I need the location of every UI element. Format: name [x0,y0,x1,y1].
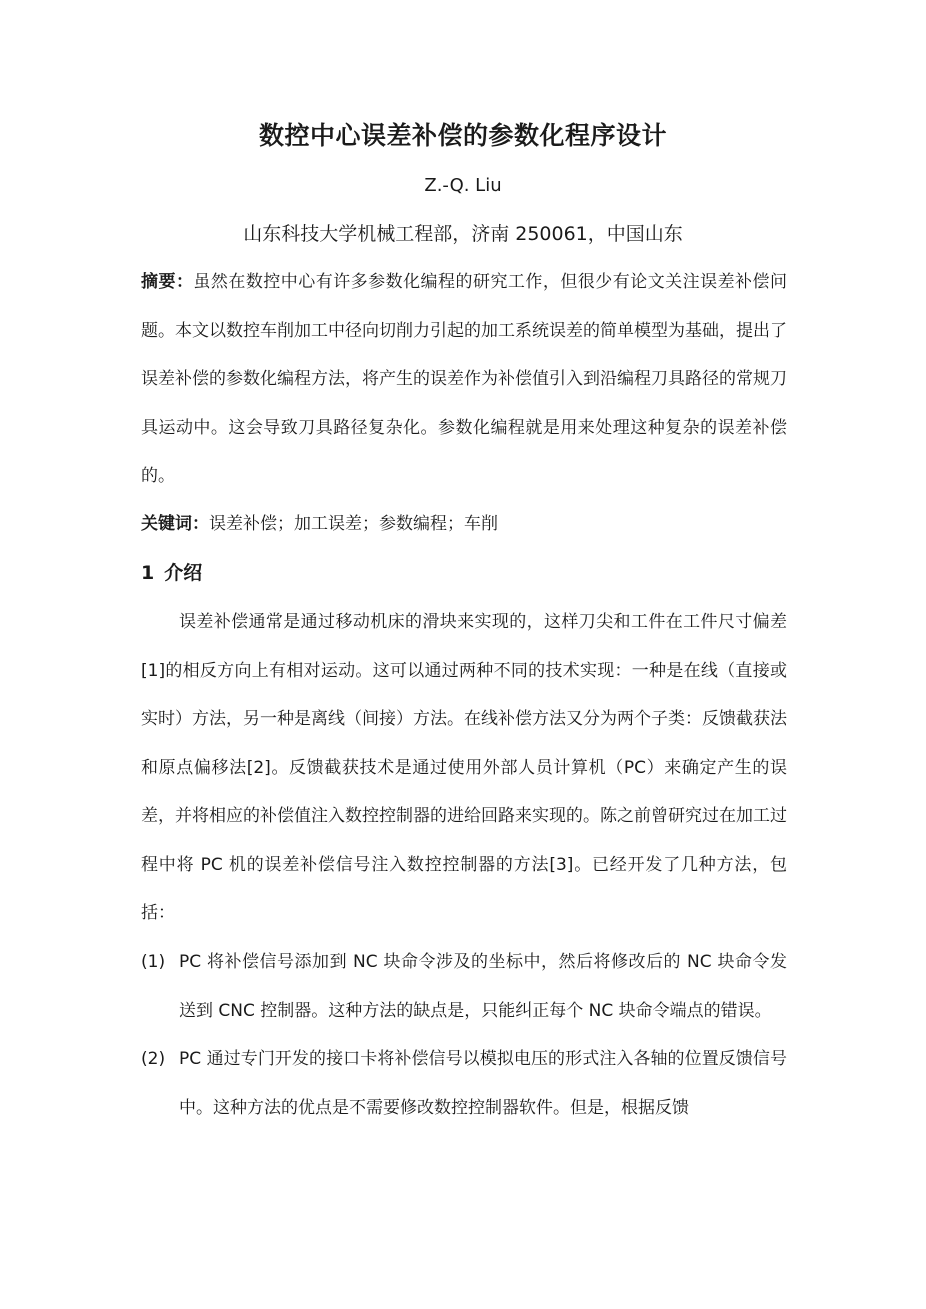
method-list [141,938,787,1132]
list-item-text: PC 将补偿信号添加到 NC 块命令涉及的坐标中，然后将修改后的 NC 块命令发送到 CNC 控制器。这种方法的缺点是，只能纠正每个 NC 块命令端点的错误。 [179,952,787,1021]
section-heading [141,555,202,591]
list-item-text: PC 通过专门开发的接口卡将补偿信号以模拟电压的形式注入各轴的位置反馈信号中。这种方法的优点是不需要修改数控控制器软件。但是，根据反馈 [179,1049,787,1118]
list-item-marker: (2) [141,1049,166,1069]
list-item [141,938,787,1035]
section-number: 1 [141,562,155,584]
list-item [141,1035,787,1132]
author-name: Z.-Q. Liu [424,175,502,196]
abstract-label: 摘要： [141,272,194,292]
keywords-line [141,506,787,542]
list-item-marker: (1) [141,952,166,972]
author-affiliation: 山东科技大学机械工程部，济南 250061，中国山东 [243,223,683,245]
keywords-label: 关键词： [141,514,209,534]
keywords-text: 误差补偿；加工误差；参数编程；车削 [209,514,498,534]
section-title: 介绍 [164,562,203,584]
abstract-text: 虽然在数控中心有许多参数化编程的研究工作，但很少有论文关注误差补偿问题。本文以数控车削加工中径向切削力引起的加工系统误差的简单模型为基础，提出了误差补偿的参数化编程方法，将产生的误差作为补偿值引入到沿编程刀具路径的常规刀具运动中。这会导致刀具路径复杂化。参数化编程就是用来处理这种复杂的误差补偿的。 [141,272,788,486]
intro-paragraph: 误差补偿通常是通过移动机床的滑块来实现的，这样刀尖和工件在工件尺寸偏差[1]的相反方向上有相对运动。这可以通过两种不同的技术实现：一种是在线（直接或实时）方法，另一种是离线（间接）方法。在线补偿方法又分为两个子类：反馈截获法和原点偏移法[2]。反馈截获技术是通过使用外部人员计算机（PC）来确定产生的误差，并将相应的补偿值注入数控控制器的进给回路来实现的。陈之前曾研究过在加工过程中将 PC 机的误差补偿信号注入数控控制器的方法[3]。已经开发了几种方法，包括： [141,612,787,923]
paper-title: 数控中心误差补偿的参数化程序设计 [258,121,667,150]
abstract-paragraph [141,258,787,501]
